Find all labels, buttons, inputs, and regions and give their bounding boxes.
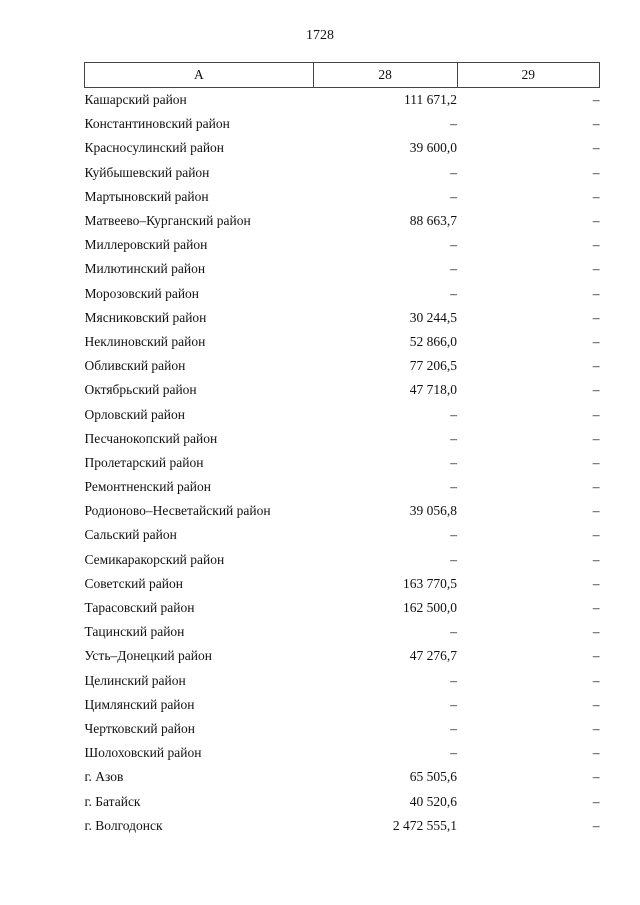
table-row <box>85 306 600 330</box>
row-value-28: – <box>450 551 457 567</box>
row-name: Неклиновский район <box>84 333 206 349</box>
table-row <box>85 620 600 644</box>
row-name: Кашарский район <box>84 92 187 108</box>
row-value-28: – <box>450 624 457 640</box>
row-value-28: 39 056,8 <box>409 503 457 519</box>
row-name: Пролетарский район <box>84 454 204 470</box>
row-name: Советский район <box>84 575 183 591</box>
table-row <box>85 693 600 717</box>
row-name: г. Азов <box>84 769 124 785</box>
row-name: Чертковский район <box>84 720 195 736</box>
table-row <box>85 596 600 620</box>
row-name: Обливский район <box>84 358 186 374</box>
table-row <box>85 233 600 257</box>
row-value-29: – <box>592 769 600 785</box>
row-name: Тацинский район <box>84 624 185 640</box>
table-row <box>85 112 600 136</box>
row-value-28: – <box>450 261 457 277</box>
row-name: Родионово–Несветайский район <box>84 503 271 519</box>
row-name: Матвеево–Курганский район <box>84 213 251 229</box>
row-value-29: – <box>592 406 600 422</box>
row-value-28: – <box>450 720 457 736</box>
table-row <box>85 644 600 668</box>
page-number: 1728 <box>306 28 334 43</box>
row-value-29: – <box>592 454 600 470</box>
row-value-29: – <box>592 696 600 712</box>
table-row <box>85 499 600 523</box>
row-value-28: 40 520,6 <box>409 793 457 809</box>
row-value-28: – <box>450 164 457 180</box>
table-row <box>85 523 600 547</box>
row-value-28: 77 206,5 <box>409 358 457 374</box>
row-name: Морозовский район <box>84 285 200 301</box>
row-value-29: – <box>592 116 600 132</box>
row-value-28: – <box>450 285 457 301</box>
row-name: Миллеровский район <box>84 237 208 253</box>
row-value-29: – <box>592 333 600 349</box>
row-value-28: 111 671,2 <box>404 92 457 108</box>
row-value-28: – <box>450 527 457 543</box>
row-value-29: – <box>592 430 600 446</box>
table-row <box>85 354 600 378</box>
row-value-29: – <box>592 140 600 156</box>
row-value-29: – <box>592 793 600 809</box>
row-name: Октябрьский район <box>84 382 197 398</box>
row-name: Красносулинский район <box>84 140 225 156</box>
row-value-28: 39 600,0 <box>409 140 457 156</box>
row-value-28: – <box>450 454 457 470</box>
row-name: Ремонтненский район <box>84 479 211 495</box>
row-value-28: – <box>450 672 457 688</box>
row-value-28: 47 718,0 <box>409 382 457 398</box>
row-value-29: – <box>592 527 600 543</box>
row-value-29: – <box>592 237 600 253</box>
table-row <box>85 548 600 572</box>
row-name: г. Батайск <box>84 793 141 809</box>
row-value-29: – <box>592 309 600 325</box>
row-value-29: – <box>592 551 600 567</box>
row-value-29: – <box>592 720 600 736</box>
row-value-29: – <box>592 745 600 761</box>
row-name: Семикаракорский район <box>84 551 225 567</box>
row-name: Цимлянский район <box>84 696 195 712</box>
table-row <box>85 572 600 596</box>
table-row <box>85 717 600 741</box>
row-value-29: – <box>592 624 600 640</box>
row-name: Мясниковский район <box>84 309 207 325</box>
table-row <box>85 402 600 426</box>
table-row <box>85 185 600 209</box>
row-name: Усть–Донецкий район <box>84 648 212 664</box>
row-name: Шолоховский район <box>84 745 202 761</box>
row-name: Милютинский район <box>84 261 206 277</box>
row-value-29: – <box>592 188 600 204</box>
row-value-28: 2 472 555,1 <box>392 817 457 833</box>
row-name: Сальский район <box>84 527 177 543</box>
row-value-29: – <box>592 261 600 277</box>
header-col-28: 28 <box>313 63 457 88</box>
table-row <box>85 88 600 113</box>
row-name: Куйбышевский район <box>84 164 210 180</box>
row-value-28: 163 770,5 <box>403 575 457 591</box>
row-value-29: – <box>592 285 600 301</box>
row-name: Песчанокопский район <box>84 430 218 446</box>
table-row <box>85 451 600 475</box>
header-col-29: 29 <box>457 63 600 88</box>
table-row <box>85 161 600 185</box>
row-value-28: – <box>450 116 457 132</box>
row-name: Мартыновский район <box>84 188 209 204</box>
row-value-29: – <box>592 600 600 616</box>
table-row <box>85 669 600 693</box>
row-value-28: 47 276,7 <box>409 648 457 664</box>
table-row <box>85 257 600 281</box>
table-row <box>85 427 600 451</box>
budget-table <box>84 62 600 838</box>
table-row <box>85 475 600 499</box>
row-value-29: – <box>592 503 600 519</box>
row-value-28: 162 500,0 <box>403 600 457 616</box>
table-row <box>85 741 600 765</box>
row-value-28: – <box>450 406 457 422</box>
row-value-28: – <box>450 430 457 446</box>
row-value-29: – <box>592 648 600 664</box>
table-header-row <box>85 63 600 88</box>
row-value-29: – <box>592 575 600 591</box>
row-name: г. Волгодонск <box>84 817 163 833</box>
row-name: Тарасовский район <box>84 600 195 616</box>
row-value-28: – <box>450 745 457 761</box>
row-value-28: 52 866,0 <box>409 333 457 349</box>
table-row <box>85 765 600 789</box>
row-value-29: – <box>592 672 600 688</box>
table-body <box>85 88 600 838</box>
row-value-28: – <box>450 188 457 204</box>
row-value-28: 30 244,5 <box>409 309 457 325</box>
row-value-28: 88 663,7 <box>409 213 457 229</box>
row-value-28: 65 505,6 <box>409 769 457 785</box>
row-value-29: – <box>592 164 600 180</box>
row-value-28: – <box>450 479 457 495</box>
table-row <box>85 814 600 838</box>
table-row <box>85 378 600 402</box>
row-value-29: – <box>592 382 600 398</box>
row-name: Орловский район <box>84 406 185 422</box>
table-row <box>85 330 600 354</box>
table-row <box>85 136 600 160</box>
row-value-29: – <box>592 358 600 374</box>
table-row <box>85 209 600 233</box>
row-value-29: – <box>592 92 600 108</box>
row-name: Целинский район <box>84 672 186 688</box>
table-row <box>85 282 600 306</box>
row-name: Константиновский район <box>84 116 230 132</box>
row-value-28: – <box>450 696 457 712</box>
row-value-29: – <box>592 817 600 833</box>
row-value-29: – <box>592 479 600 495</box>
header-col-a: А <box>85 63 314 88</box>
row-value-29: – <box>592 213 600 229</box>
row-value-28: – <box>450 237 457 253</box>
table-row <box>85 789 600 813</box>
